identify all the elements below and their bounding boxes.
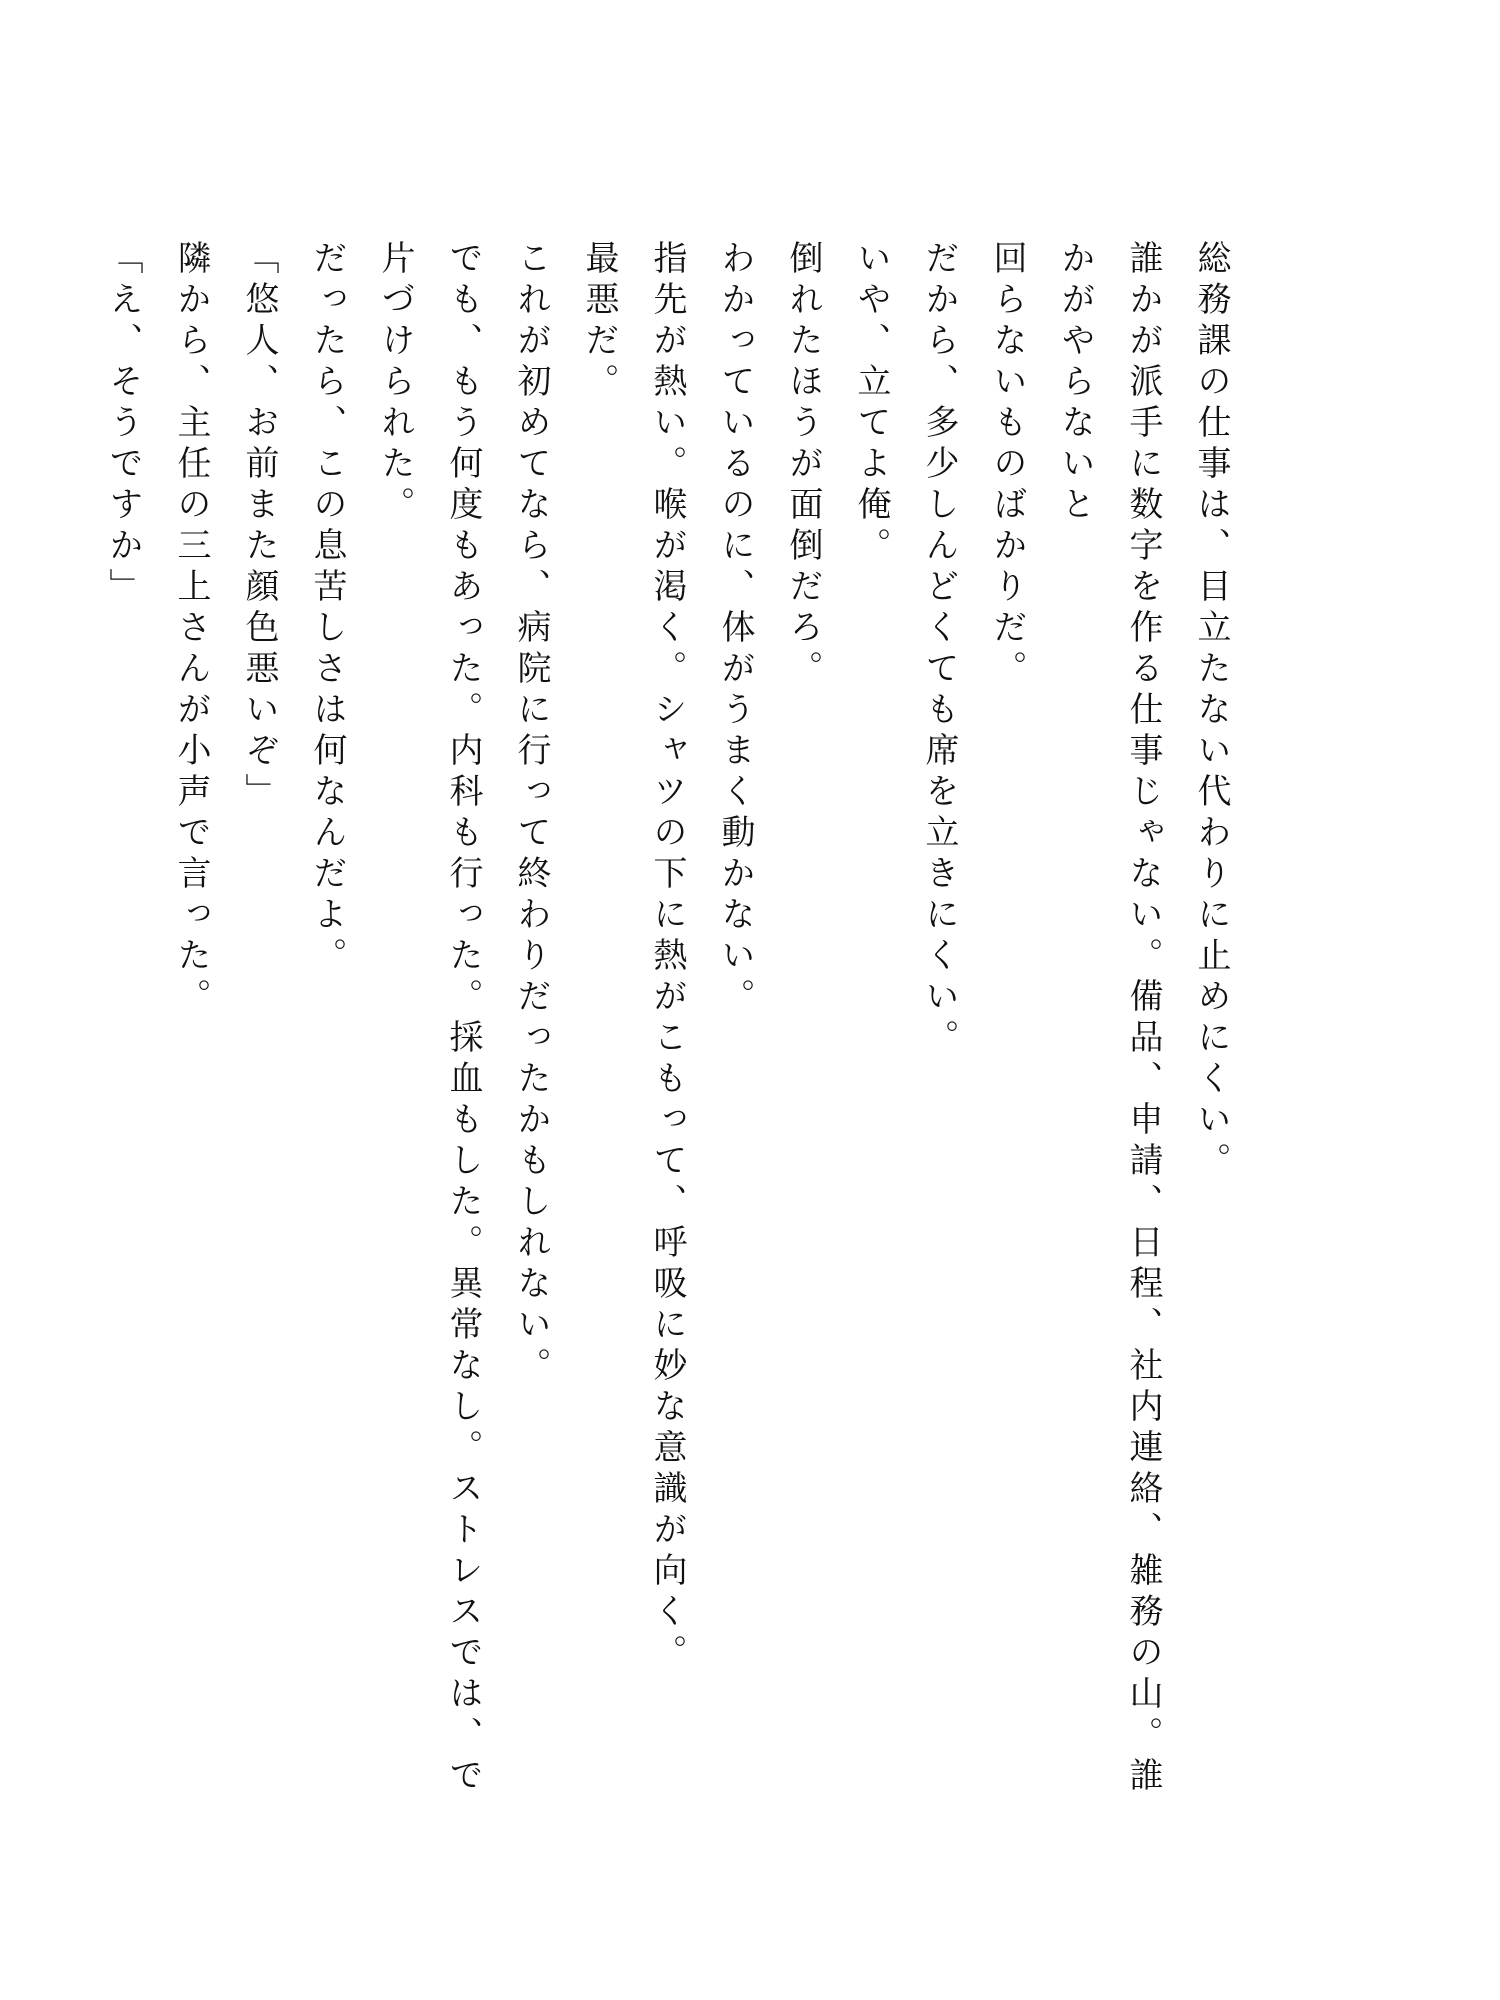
text-line-2: 誰かが派手に数字を作る仕事じゃない。備品、申請、日程、社内連絡、雑務の山。誰かがやらないと [1055,240,1163,1798]
text-line-11: でも、もう何度もあった。内科も行った。採血もした。異常なし。ストレスでは、で片づけられた。 [375,240,483,1798]
text-line-7: わかっているのに、体がうまく動かない。 [715,240,755,1019]
text-line-1: 総務課の仕事は、目立たない代わりに止めにくい。 [1191,240,1231,1183]
text-line-6: 倒れたほうが面倒だろ。 [783,240,823,691]
text-line-14: 隣から、主任の三上さんが小声で言った。 [171,240,211,1019]
text-line-3: 回らないものばかりだ。 [987,240,1027,691]
text-line-8: 指先が熱い。喉が渇く。シャツの下に熱がこもって、呼吸に妙な意識が向く。 [647,240,687,1675]
text-line-4: だから、多少しんどくても席を立きにくい。 [919,240,959,1060]
text-line-13: 「悠人、お前また顔色悪いぞ」 [239,240,279,814]
vertical-text-body [89,240,1245,1820]
text-line-12: だったら、この息苦しさは何なんだよ。 [307,240,347,978]
text-line-5: いや、立てよ俺。 [851,240,891,568]
text-line-9: 最悪だ。 [579,240,619,404]
text-line-15: 「え、そうですか」 [103,240,143,609]
text-line-10: これが初めてなら、病院に行って終わりだったかもしれない。 [511,240,551,1388]
